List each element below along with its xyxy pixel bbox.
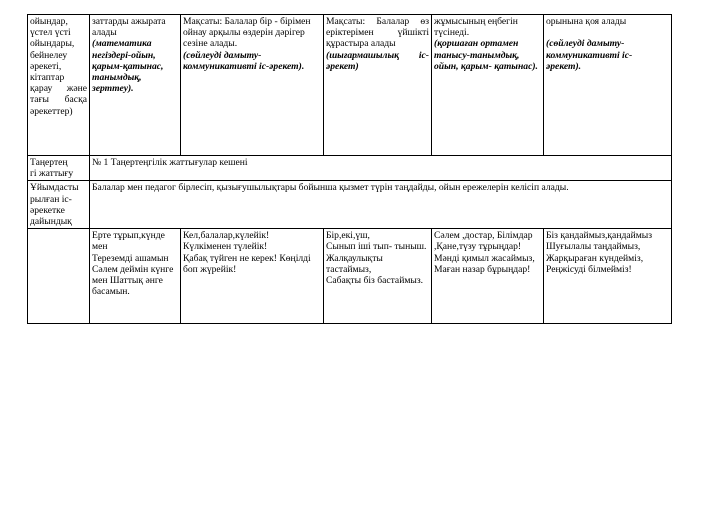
cell-line: (қоршаған ортамен	[434, 38, 519, 50]
cell-word: басқа	[64, 94, 87, 106]
cell-line: алады	[92, 27, 117, 39]
poem-cell-4	[432, 229, 544, 324]
cell-line: гі жаттығу	[30, 168, 74, 180]
cell-line: әрекет)	[326, 60, 359, 72]
cell-line: орынына қоя алады	[546, 16, 627, 27]
cell-line: ойындар,	[30, 16, 68, 27]
cell-line: ойындары,	[30, 38, 75, 50]
cell-line: ,Қане,түзу тұрыңдар!	[434, 241, 522, 253]
goal-cell-4	[432, 15, 544, 156]
cell-line: Маған назар бұрыңдар!	[434, 263, 531, 275]
cell-line: Таңертең	[30, 157, 68, 168]
cell-line: бейнелеу	[30, 49, 68, 61]
poems-row	[28, 229, 672, 324]
cell-line: Реңжісуді білмейміз!	[546, 263, 632, 275]
goal-cell-2	[181, 15, 324, 156]
cell-line	[326, 50, 429, 61]
cell-line: № 1 Таңертеңгілік жаттығулар кешені	[92, 157, 248, 168]
goal-cell-3	[324, 15, 432, 156]
cell-line: коммуникативті іс-	[546, 49, 633, 61]
cell-line: (сөйлеуді дамыту-	[546, 38, 625, 50]
cell-line: сезіне алады.	[183, 38, 238, 50]
cell-line: Бір,екі,үш,	[326, 230, 370, 242]
cell-line: зерттеу).	[92, 83, 134, 95]
cell-word: үйшікті	[397, 27, 429, 39]
poem-cell-2	[181, 229, 324, 324]
cell-line: Ұйымдасты	[30, 182, 79, 194]
cell-line	[30, 83, 87, 94]
cell-line: Балалар мен педагог бірлесіп, қызығушылықтары бойынша қызмет түрін таңдайды, ойын ережелерін келісіп алады.	[92, 182, 569, 194]
cell-line: үстел үсті	[30, 27, 71, 39]
cell-line: (математика	[92, 38, 152, 50]
cell-line: боп жүрейік!	[183, 263, 237, 275]
cell-line: Жарқыраған күндейміз,	[546, 252, 644, 264]
cell-line: Жалқаулықты	[326, 252, 383, 264]
morning-exercise-row	[28, 156, 672, 181]
cell-word: және	[66, 83, 87, 95]
activity-type-cell	[28, 15, 90, 156]
cell-line: ойын, қарым- қатынас).	[434, 60, 538, 72]
cell-line: әрекет).	[546, 60, 582, 72]
cell-line: Күлкіменен түлейік!	[183, 241, 268, 253]
cell-line: әрекетке	[30, 204, 65, 216]
cell-line: Біз қандаймыз,қандаймыз	[546, 230, 653, 242]
preparation-text	[90, 181, 672, 229]
cell-line: Сынып іші тып- тыныш.	[326, 241, 427, 253]
cell-line	[326, 16, 429, 27]
goal-cell-5	[544, 15, 672, 156]
cell-line: құрастыра алады	[326, 38, 396, 50]
cell-line: Мақсаты: Балалар бір - бірімен	[183, 16, 311, 27]
cell-word: (шығармашылық	[326, 49, 399, 61]
cell-word: ерiктерімен	[326, 27, 374, 39]
cell-word: қарау	[30, 83, 53, 95]
cell-line	[30, 94, 87, 105]
cell-line: Ерте тұрып,күнде	[92, 230, 165, 242]
cell-line: тастаймыз,	[326, 263, 372, 275]
cell-word: өз	[420, 16, 429, 27]
cell-line: (сөйлеуді дамыту-	[183, 49, 262, 61]
cell-line: ойнау арқылы өздерін дәрігер	[183, 27, 305, 39]
cell-line: мен Шаттық әнге	[92, 275, 163, 287]
cell-line: коммуникативті іс-әрекет).	[183, 60, 305, 72]
cell-line: танымдық,	[92, 72, 142, 84]
cell-line: кітаптар	[30, 72, 65, 84]
preparation-label	[28, 181, 90, 229]
poems-label-empty	[28, 229, 90, 324]
cell-line: Сәлем ,достар, Білімдар	[434, 230, 533, 242]
cell-line: Мәнді қимыл жасаймыз,	[434, 252, 535, 264]
cell-line: қарым-қатынас,	[92, 60, 164, 72]
cell-line: түсінеді.	[434, 27, 470, 39]
cell-line: заттарды ажырата	[92, 16, 166, 27]
cell-line: Сәлем деймін күнге	[92, 263, 174, 275]
cell-line: дайындық	[30, 216, 72, 228]
activity-row	[28, 15, 672, 156]
poem-cell-1	[90, 229, 181, 324]
cell-line: рылған іс-	[30, 193, 72, 205]
cell-line	[326, 27, 429, 38]
cell-line: мен	[92, 241, 108, 253]
cell-word: Мақсаты:	[326, 16, 366, 27]
poem-cell-5	[544, 229, 672, 324]
goal-cell-1	[90, 15, 181, 156]
cell-line: Тереземді ашамын	[92, 252, 169, 264]
cell-line: басамын.	[92, 286, 130, 298]
cell-line: Сабақты біз бастаймыз.	[326, 275, 424, 287]
cell-line: Кел,балалар,күлейік!	[183, 230, 270, 242]
cell-line: таныcу-танымдық,	[434, 49, 520, 61]
cell-line: әрекеті,	[30, 60, 62, 72]
cell-word: Балалар	[376, 16, 410, 27]
cell-line: Қабақ түйген не керек! Көңілді	[183, 252, 311, 264]
cell-word: тағы	[30, 94, 49, 106]
morning-exercise-label	[28, 156, 90, 181]
poem-cell-3	[324, 229, 432, 324]
morning-exercise-text	[90, 156, 672, 181]
cell-line: әрекеттер)	[30, 105, 73, 117]
schedule-table	[27, 14, 672, 324]
cell-line: негіздері-ойын,	[92, 49, 156, 61]
cell-line: жұмысының еңбегін	[434, 16, 518, 27]
cell-line: Шуғылалы таңдаймыз,	[546, 241, 641, 253]
cell-line	[546, 27, 669, 38]
cell-word: іс-	[418, 49, 429, 61]
preparation-row	[28, 181, 672, 229]
